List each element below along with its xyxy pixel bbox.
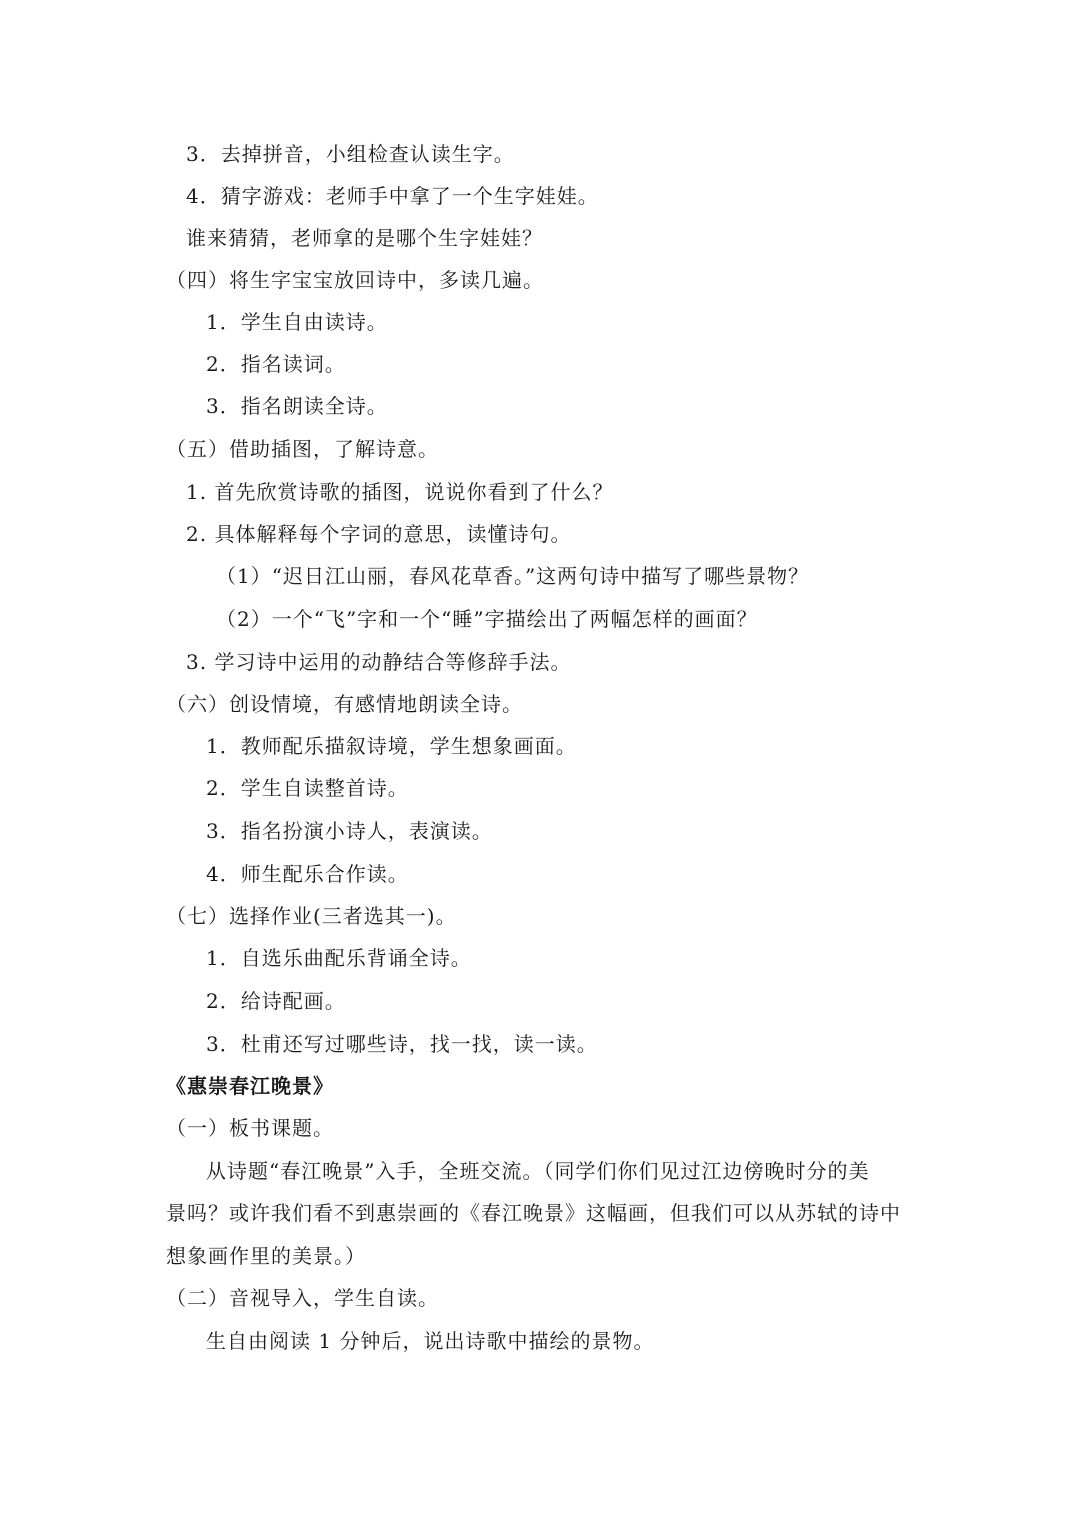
text-line: 2．给诗配画。 [206, 989, 346, 1013]
section-heading: （六）创设情境，有感情地朗读全诗。 [166, 692, 523, 716]
text-line: 1．教师配乐描叙诗境，学生想象画面。 [206, 734, 577, 758]
paragraph-line: 景吗？或许我们看不到惠崇画的《春江晚景》这幅画，但我们可以从苏轼的诗中 [166, 1201, 901, 1225]
text-line: 4．师生配乐合作读。 [206, 862, 409, 886]
text-line: 3．指名朗读全诗。 [206, 394, 388, 418]
paragraph-line: 想象画作里的美景。） [166, 1244, 366, 1268]
text-line: 谁来猜猜，老师拿的是哪个生字娃娃？ [186, 226, 543, 250]
text-line: 3．去掉拼音，小组检查认读生字。 [186, 142, 515, 166]
text-line: （2）一个“飞”字和一个“睡”字描绘出了两幅怎样的画面？ [216, 607, 758, 631]
section-heading: （一）板书课题。 [166, 1116, 334, 1140]
poem-title: 《惠崇春江晚景》 [166, 1074, 334, 1098]
section-heading: （二）音视导入，学生自读。 [166, 1286, 439, 1310]
paragraph-line: 生自由阅读 1 分钟后，说出诗歌中描绘的景物。 [206, 1329, 655, 1353]
text-line: 2. 具体解释每个字词的意思，读懂诗句。 [186, 522, 572, 546]
section-heading: （七）选择作业(三者选其一)。 [166, 904, 457, 928]
text-line: 1．自选乐曲配乐背诵全诗。 [206, 946, 472, 970]
section-heading: （四）将生字宝宝放回诗中，多读几遍。 [166, 268, 544, 292]
text-line: （1）“迟日江山丽，春风花草香。”这两句诗中描写了哪些景物？ [216, 564, 810, 588]
text-line: 3．杜甫还写过哪些诗，找一找，读一读。 [206, 1032, 598, 1056]
text-line: 3．指名扮演小诗人，表演读。 [206, 819, 493, 843]
section-heading: （五）借助插图，了解诗意。 [166, 437, 439, 461]
text-line: 1. 首先欣赏诗歌的插图，说说你看到了什么？ [186, 480, 614, 504]
paragraph-line: 从诗题“春江晚景”入手，全班交流。（同学们你们见过江边傍晚时分的美 [206, 1159, 870, 1183]
text-line: 2．指名读词。 [206, 352, 346, 376]
text-line: 1．学生自由读诗。 [206, 310, 388, 334]
text-line: 3. 学习诗中运用的动静结合等修辞手法。 [186, 650, 572, 674]
text-line: 2．学生自读整首诗。 [206, 776, 409, 800]
text-line: 4．猜字游戏：老师手中拿了一个生字娃娃。 [186, 184, 599, 208]
